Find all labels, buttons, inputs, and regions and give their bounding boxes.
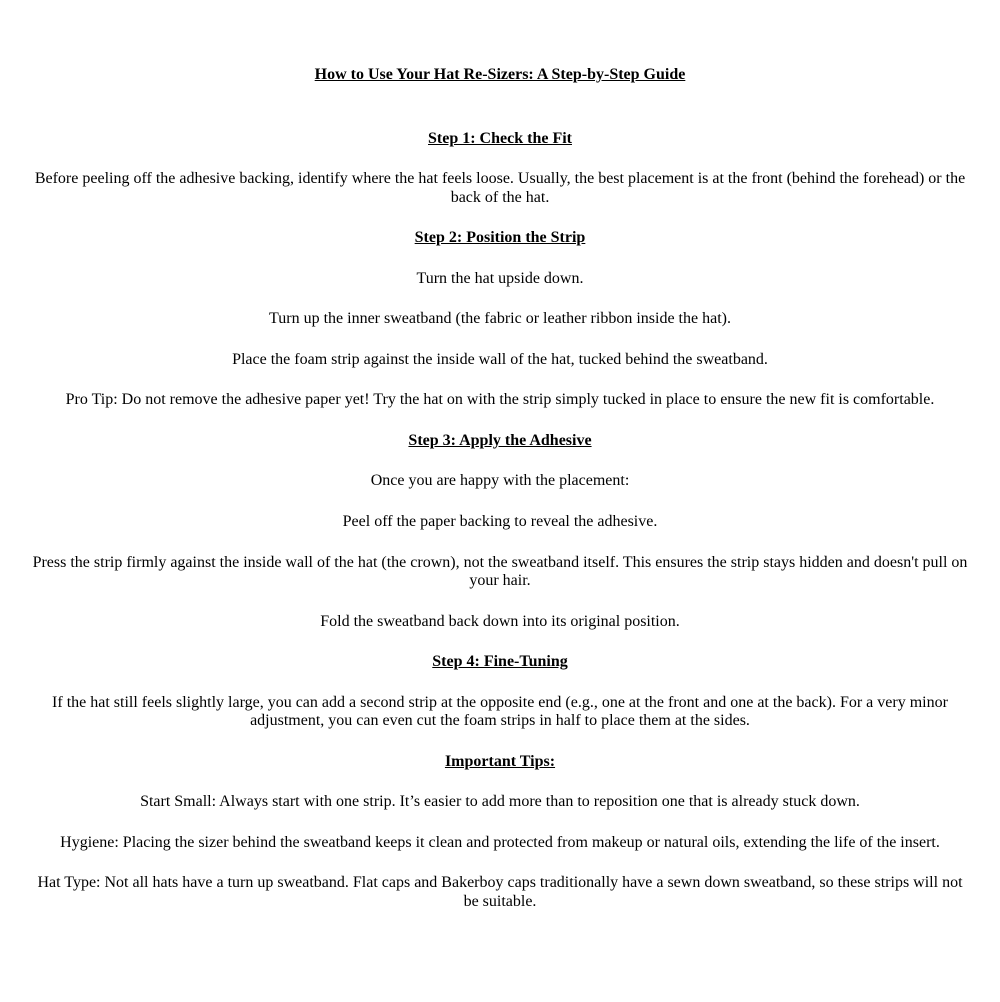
section-step-3 <box>28 432 972 631</box>
step-1-heading: Step 1: Check the Fit <box>428 129 572 147</box>
step-3-paragraph: Press the strip firmly against the inside wall of the hat (the crown), not the sweatband itself. This ensures the strip stays hidden and doesn't pull on your hair. <box>32 553 968 590</box>
important-tip-hygiene: Hygiene: Placing the sizer behind the sweatband keeps it clean and protected from makeup or natural oils, extending the life of the insert. <box>60 833 940 851</box>
section-step-1 <box>28 130 972 208</box>
step-2-paragraph: Turn up the inner sweatband (the fabric or leather ribbon inside the hat). <box>269 310 731 328</box>
document-title: How to Use Your Hat Re-Sizers: A Step-by-Step Guide <box>314 66 686 83</box>
step-4-heading: Step 4: Fine-Tuning <box>432 653 568 671</box>
section-important-tips <box>28 753 972 912</box>
important-tips-heading: Important Tips: <box>444 752 556 770</box>
important-tip-hat-type: Hat Type: Not all hats have a turn up sweatband. Flat caps and Bakerboy caps traditionally have a sewn down sweatband, so these strips will not be suitable. <box>37 874 963 911</box>
step-4-paragraph: If the hat still feels slightly large, you can add a second strip at the opposite end (e.g., one at the front and one at the back). For a very minor adjustment, you can even cut the foam strips in half to place them at the sides. <box>52 693 948 730</box>
step-3-heading: Step 3: Apply the Adhesive <box>408 431 592 449</box>
step-2-pro-tip-paragraph: Pro Tip: Do not remove the adhesive paper yet! Try the hat on with the strip simply tucked in place to ensure the new fit is comfortable. <box>65 391 935 409</box>
step-2-heading: Step 2: Position the Strip <box>414 229 586 247</box>
step-2-paragraph: Turn the hat upside down. <box>416 269 584 287</box>
step-3-paragraph: Fold the sweatband back down into its original position. <box>320 612 680 630</box>
important-tip-start-small: Start Small: Always start with one strip. It’s easier to add more than to reposition one that is already stuck down. <box>140 793 860 811</box>
step-1-paragraph: Before peeling off the adhesive backing, identify where the hat feels loose. Usually, the best placement is at the front (behind the forehead) or the back of the hat. <box>34 170 966 206</box>
step-3-paragraph: Peel off the paper backing to reveal the adhesive. <box>342 513 658 531</box>
section-step-2 <box>28 229 972 410</box>
step-3-paragraph: Once you are happy with the placement: <box>370 472 630 490</box>
step-2-paragraph: Place the foam strip against the inside wall of the hat, tucked behind the sweatband. <box>232 350 768 368</box>
section-step-4 <box>28 653 972 731</box>
